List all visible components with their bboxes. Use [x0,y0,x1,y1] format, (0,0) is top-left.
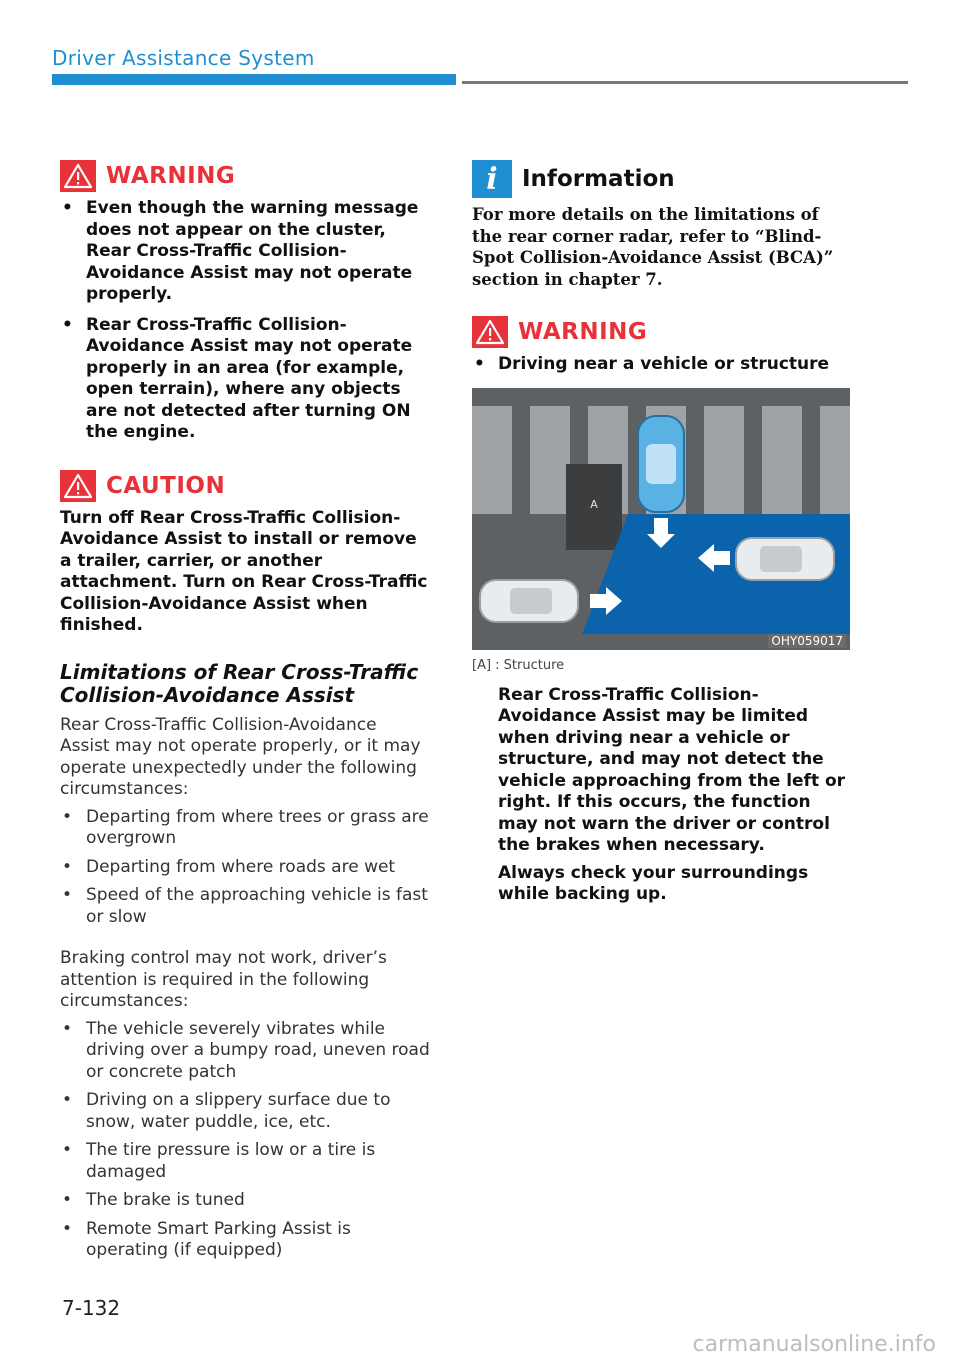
caution-box [60,470,430,637]
list-item: • The brake is tuned [60,1190,430,1212]
warning-title: WARNING [106,163,236,189]
warning-paragraph: Rear Cross-Traffic Collision-Avoidance Assist may be limited when driving near a vehicle or structure, and may not detect the vehicle approaching from the left or right. If this occurs, the function may not warn the driver or control the brakes when necessary. [498,684,846,855]
warning-triangle-icon [60,470,96,502]
list-item: • Even though the warning message does not appear on the cluster, Rear Cross-Traffic Collision-Avoidance Assist may not operate properly. [60,198,430,306]
warning-title: WARNING [518,319,648,345]
information-icon: i [472,160,512,198]
header-rule [462,81,908,84]
list-item: • Driving near a vehicle or structure [472,354,852,376]
right-column [472,160,852,912]
list-item: • Rear Cross-Traffic Collision-Avoidance Assist may not operate properly in an area (for example, open terrain), where any objects are not detected after turning ON the engine. [60,315,430,444]
information-title: Information [522,166,675,192]
warning-detail [472,685,852,906]
list-item: • Speed of the approaching vehicle is fast or slow [60,885,430,928]
limitations-list [60,807,430,929]
list-item: • Driving on a slippery surface due to snow, water puddle, ice, etc. [60,1090,430,1133]
warning-paragraph: Always check your surroundings while backing up. [498,862,809,904]
left-column [60,160,430,1269]
warning-list [60,198,430,444]
figure-caption: [A] : Structure [472,657,565,673]
warning-box [472,316,852,906]
list-item: • The tire pressure is low or a tire is damaged [60,1140,430,1183]
limitations-intro: Rear Cross-Traffic Collision-Avoidance Assist may not operate properly, or it may operate unexpectedly under the following circumstances: [60,714,421,799]
structure-label: A [590,497,598,511]
caution-text: Turn off Rear Cross-Traffic Collision-Avoidance Assist to install or remove a trailer, carrier, or another attachment. Turn on Rear Cross-Traffic Collision-Avoidance Assist when finished. [60,507,428,635]
site-watermark: carmanualsonline.info [692,1332,936,1357]
parking-illustration [472,388,850,650]
information-box [472,160,852,290]
warning-heading [472,316,852,348]
page-number: 7-132 [62,1296,121,1320]
warning-triangle-icon [472,316,508,348]
warning-heading [60,160,430,192]
section-heading: Limitations of Rear Cross-Traffic Collision-Avoidance Assist [60,659,419,707]
list-item: • Departing from where trees or grass are overgrown [60,807,430,850]
parking-diagram [472,388,850,650]
caution-heading [60,470,430,502]
information-text: For more details on the limitations of the rear corner radar, refer to “Blind-Spot Collision-Avoidance Assist (BCA)” section in chapter 7. [472,205,834,289]
information-heading [472,160,852,198]
page-header-title: Driver Assistance System [52,46,315,70]
figure-code: OHY059017 [768,634,846,648]
header-accent-bar [52,74,456,85]
braking-list [60,1019,430,1262]
list-item: • Departing from where roads are wet [60,857,430,879]
warning-box [60,160,430,444]
list-item: • The vehicle severely vibrates while driving over a bumpy road, uneven road or concrete patch [60,1019,430,1084]
caution-title: CAUTION [106,472,226,499]
warning-triangle-icon [60,160,96,192]
warning-list [472,354,852,376]
list-item: • Remote Smart Parking Assist is operating (if equipped) [60,1219,430,1262]
braking-intro: Braking control may not work, driver’s attention is required in the following circumstances: [60,948,387,1011]
